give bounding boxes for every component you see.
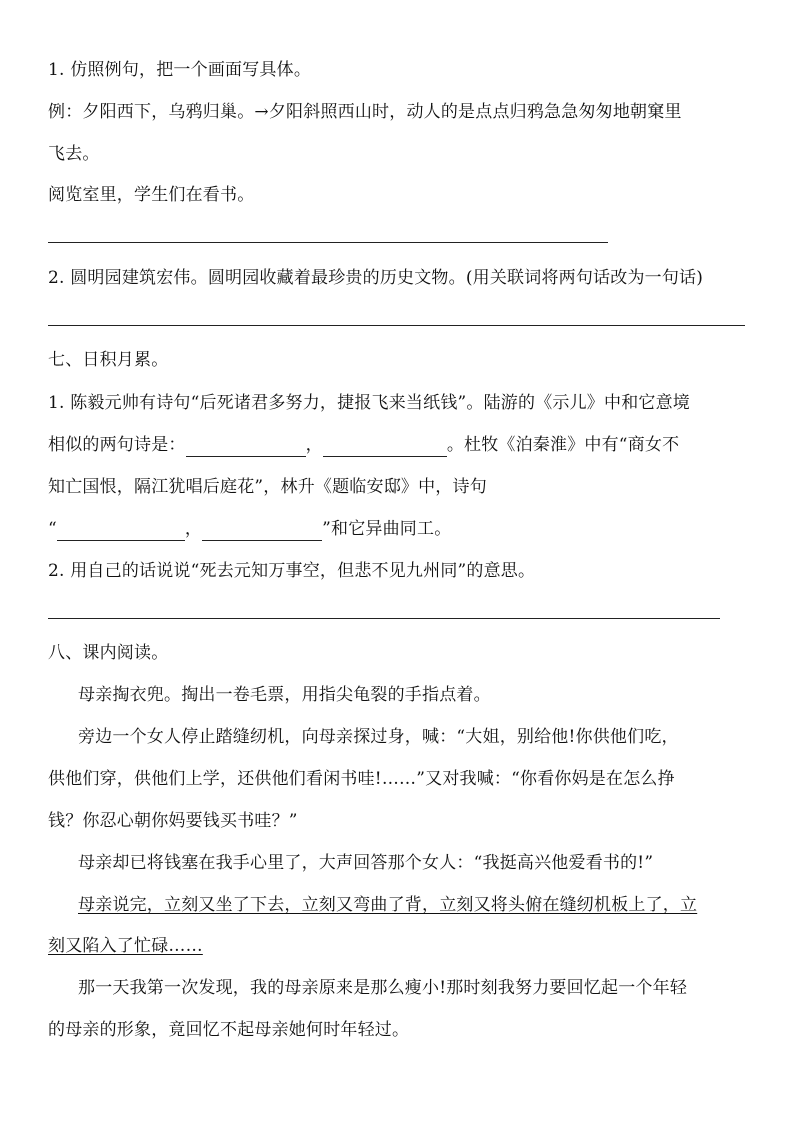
poem-blank-4[interactable]	[202, 522, 322, 541]
passage-paragraph-1: 母亲掏衣兜。掏出一卷毛票，用指尖龟裂的手指点着。	[78, 685, 491, 705]
section7-q2-prompt: 2. 用自己的话说说“死去元知万事空，但悲不见九州同”的意思。	[48, 561, 536, 581]
comma: ，	[305, 435, 323, 455]
section7-q2-answer-line[interactable]	[48, 618, 720, 619]
q2-prompt: 2. 圆明园建筑宏伟。圆明园收藏着最珍贵的历史文物。(用关联词将两句话改为一句话)	[48, 268, 704, 288]
passage-paragraph-2-line3: 钱？你忍心朝你妈要钱买书哇？”	[48, 811, 298, 831]
passage-paragraph-3: 母亲却已将钱塞在我手心里了，大声回答那个女人：“我挺高兴他爱看书的!”	[78, 853, 654, 873]
section7-q1-line3: 知亡国恨，隔江犹唱后庭花”，林升《题临安邸》中，诗句	[48, 477, 487, 497]
q1-example-line2: 飞去。	[48, 144, 100, 164]
passage-paragraph-2-line2: 供他们穿，供他们上学，还供他们看闲书哇!……”又对我喊：“你看你妈是在怎么挣	[48, 769, 675, 789]
q2-answer-line[interactable]	[48, 325, 745, 326]
poem-blank-2[interactable]	[323, 438, 447, 457]
comma: ，	[184, 519, 203, 539]
q1-task-sentence: 阅览室里，学生们在看书。	[48, 185, 255, 205]
passage-paragraph-5-line2: 的母亲的形象，竟回忆不起母亲她何时年轻过。	[48, 1020, 410, 1040]
open-quote: “	[48, 519, 57, 539]
section8-heading: 八、课内阅读。	[48, 643, 169, 663]
section7-q1-line4	[48, 517, 451, 541]
section7-q1-line2	[48, 433, 679, 457]
q1-example-line1: 例：夕阳西下，乌鸦归巢。→夕阳斜照西山时，动人的是点点归鸦急急匆匆地朝窠里	[48, 102, 682, 122]
poem-blank-1[interactable]	[186, 438, 306, 457]
q1-prompt: 1. 仿照例句，把一个画面写具体。	[48, 60, 312, 80]
section7-q1-line1: 1. 陈毅元帅有诗句“后死诸君多努力，捷报飞来当纸钱”。陆游的《示儿》中和它意境	[48, 393, 691, 413]
section7-heading: 七、日积月累。	[48, 350, 169, 370]
poem-blank-3[interactable]	[57, 522, 185, 541]
section7-q1-label: 相似的两句诗是：	[48, 435, 186, 455]
passage-paragraph-2-line1: 旁边一个女人停止踏缝纫机，向母亲探过身，喊：“大姐，别给他!你供他们吃，	[78, 727, 679, 747]
passage-underlined-line2: 刻又陷入了忙碌……	[48, 936, 203, 956]
passage-paragraph-5-line1: 那一天我第一次发现，我的母亲原来是那么瘦小!那时刻我努力要回忆起一个年轻	[78, 978, 688, 998]
q1-answer-line[interactable]	[48, 242, 608, 243]
section7-q1-continuation: 。杜牧《泊秦淮》中有“商女不	[446, 435, 680, 455]
section7-q1-ending: ”和它异曲同工。	[322, 519, 452, 539]
passage-underlined-line1: 母亲说完，立刻又坐了下去，立刻又弯曲了背，立刻又将头俯在缝纫机板上了，立	[78, 895, 698, 915]
